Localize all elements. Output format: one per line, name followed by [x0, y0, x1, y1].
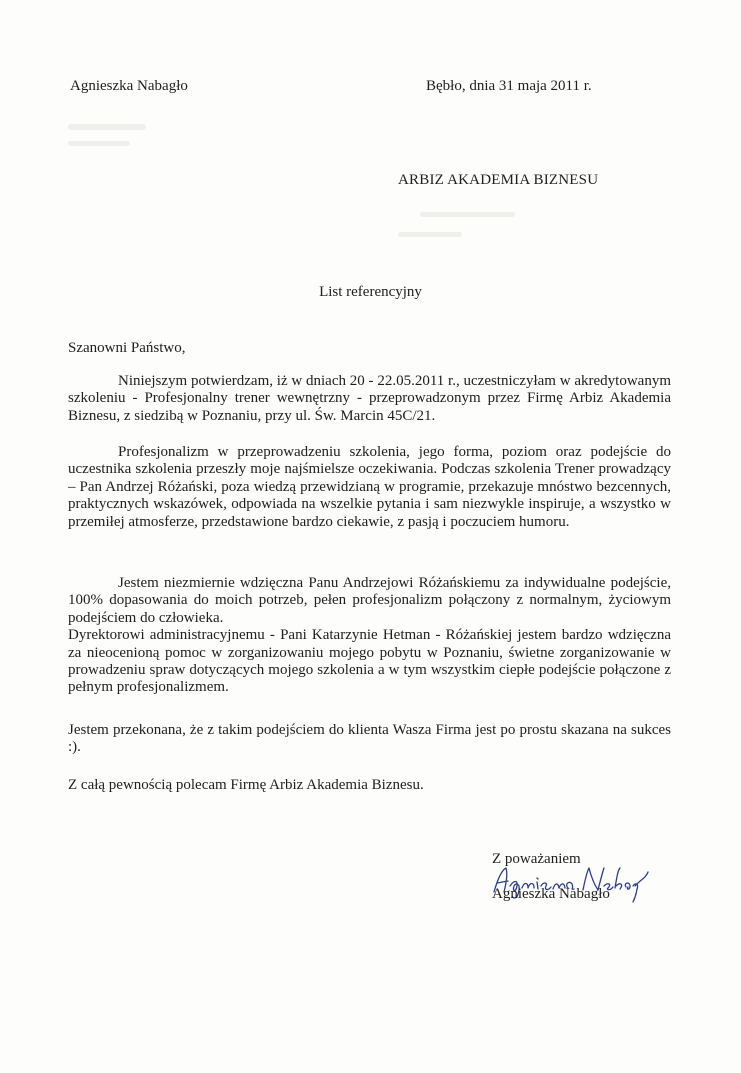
paragraph-text: Jestem niezmiernie wdzięczna Panu Andrzejowi Różańskiemu za indywidualne podejście, 100% dopasowania do moich potrzeb, pełen profesjonalizm połączony z normalnym, życiowym podejściem do człowieka.	[68, 575, 671, 626]
redacted-recipient-address	[420, 212, 515, 217]
paragraph-conviction	[68, 722, 671, 757]
redacted-sender-address	[68, 124, 146, 130]
paragraph-confirmation	[68, 373, 671, 425]
paragraph-gratitude	[68, 575, 671, 697]
redacted-sender-address	[68, 141, 130, 146]
redacted-recipient-address	[398, 232, 462, 237]
signer-name: Agnieszka Nabagło	[492, 886, 610, 902]
paragraph-professionalism	[68, 444, 671, 531]
letter-title: List referencyjny	[319, 284, 422, 300]
sender-name: Agnieszka Nabagło	[70, 78, 188, 94]
place-and-date: Bębło, dnia 31 maja 2011 r.	[426, 78, 592, 94]
salutation: Szanowni Państwo,	[68, 340, 186, 356]
paragraph-text: Profesjonalizm w przeprowadzeniu szkolenia, jego forma, poziom oraz podejście do uczestnika szkolenia przeszły moje najśmielsze oczekiwania. Podczas szkolenia Trener prowadzący – Pan Andrzej Różański, poza wiedzą przewidzianą w programie, przekazuje mnóstwo bezcennych, praktycznych wskazówek, odpowiada na wszelkie pytania i sam niezwykle inspiruje, a wszystko w przemiłej atmosferze, przedstawione bardzo ciekawie, z pasją i poczuciem humoru.	[68, 444, 671, 530]
closing-phrase: Z poważaniem	[492, 851, 581, 867]
recipient-name: ARBIZ AKADEMIA BIZNESU	[398, 172, 599, 188]
paragraph-text: Jestem przekonana, że z takim podejściem do klienta Wasza Firma jest po prostu skazana na sukces :).	[68, 722, 671, 756]
paragraph-text: Dyrektorowi administracyjnemu - Pani Katarzynie Hetman - Różańskiej jestem bardzo wdzięczna za nieocenioną pomoc w zorganizowaniu mojego pobytu w Poznaniu, świetne zorganizowanie w prowadzeniu spraw dotyczących mojego szkolenia a w tym wszystkim ciepłe podejście połączone z pełnym profesjonalizmem.	[68, 627, 671, 696]
paragraph-text: Z całą pewnością polecam Firmę Arbiz Akademia Biznesu.	[68, 777, 424, 793]
paragraph-recommendation	[68, 777, 671, 794]
paragraph-text: Niniejszym potwierdzam, iż w dniach 20 - 22.05.2011 r., uczestniczyłam w akredytowanym szkoleniu - Profesjonalny trener wewnętrzny - przeprowadzonym przez Firmę Arbiz Akademia Biznesu, z siedzibą w Poznaniu, przy ul. Św. Marcin 45C/21.	[68, 373, 671, 424]
